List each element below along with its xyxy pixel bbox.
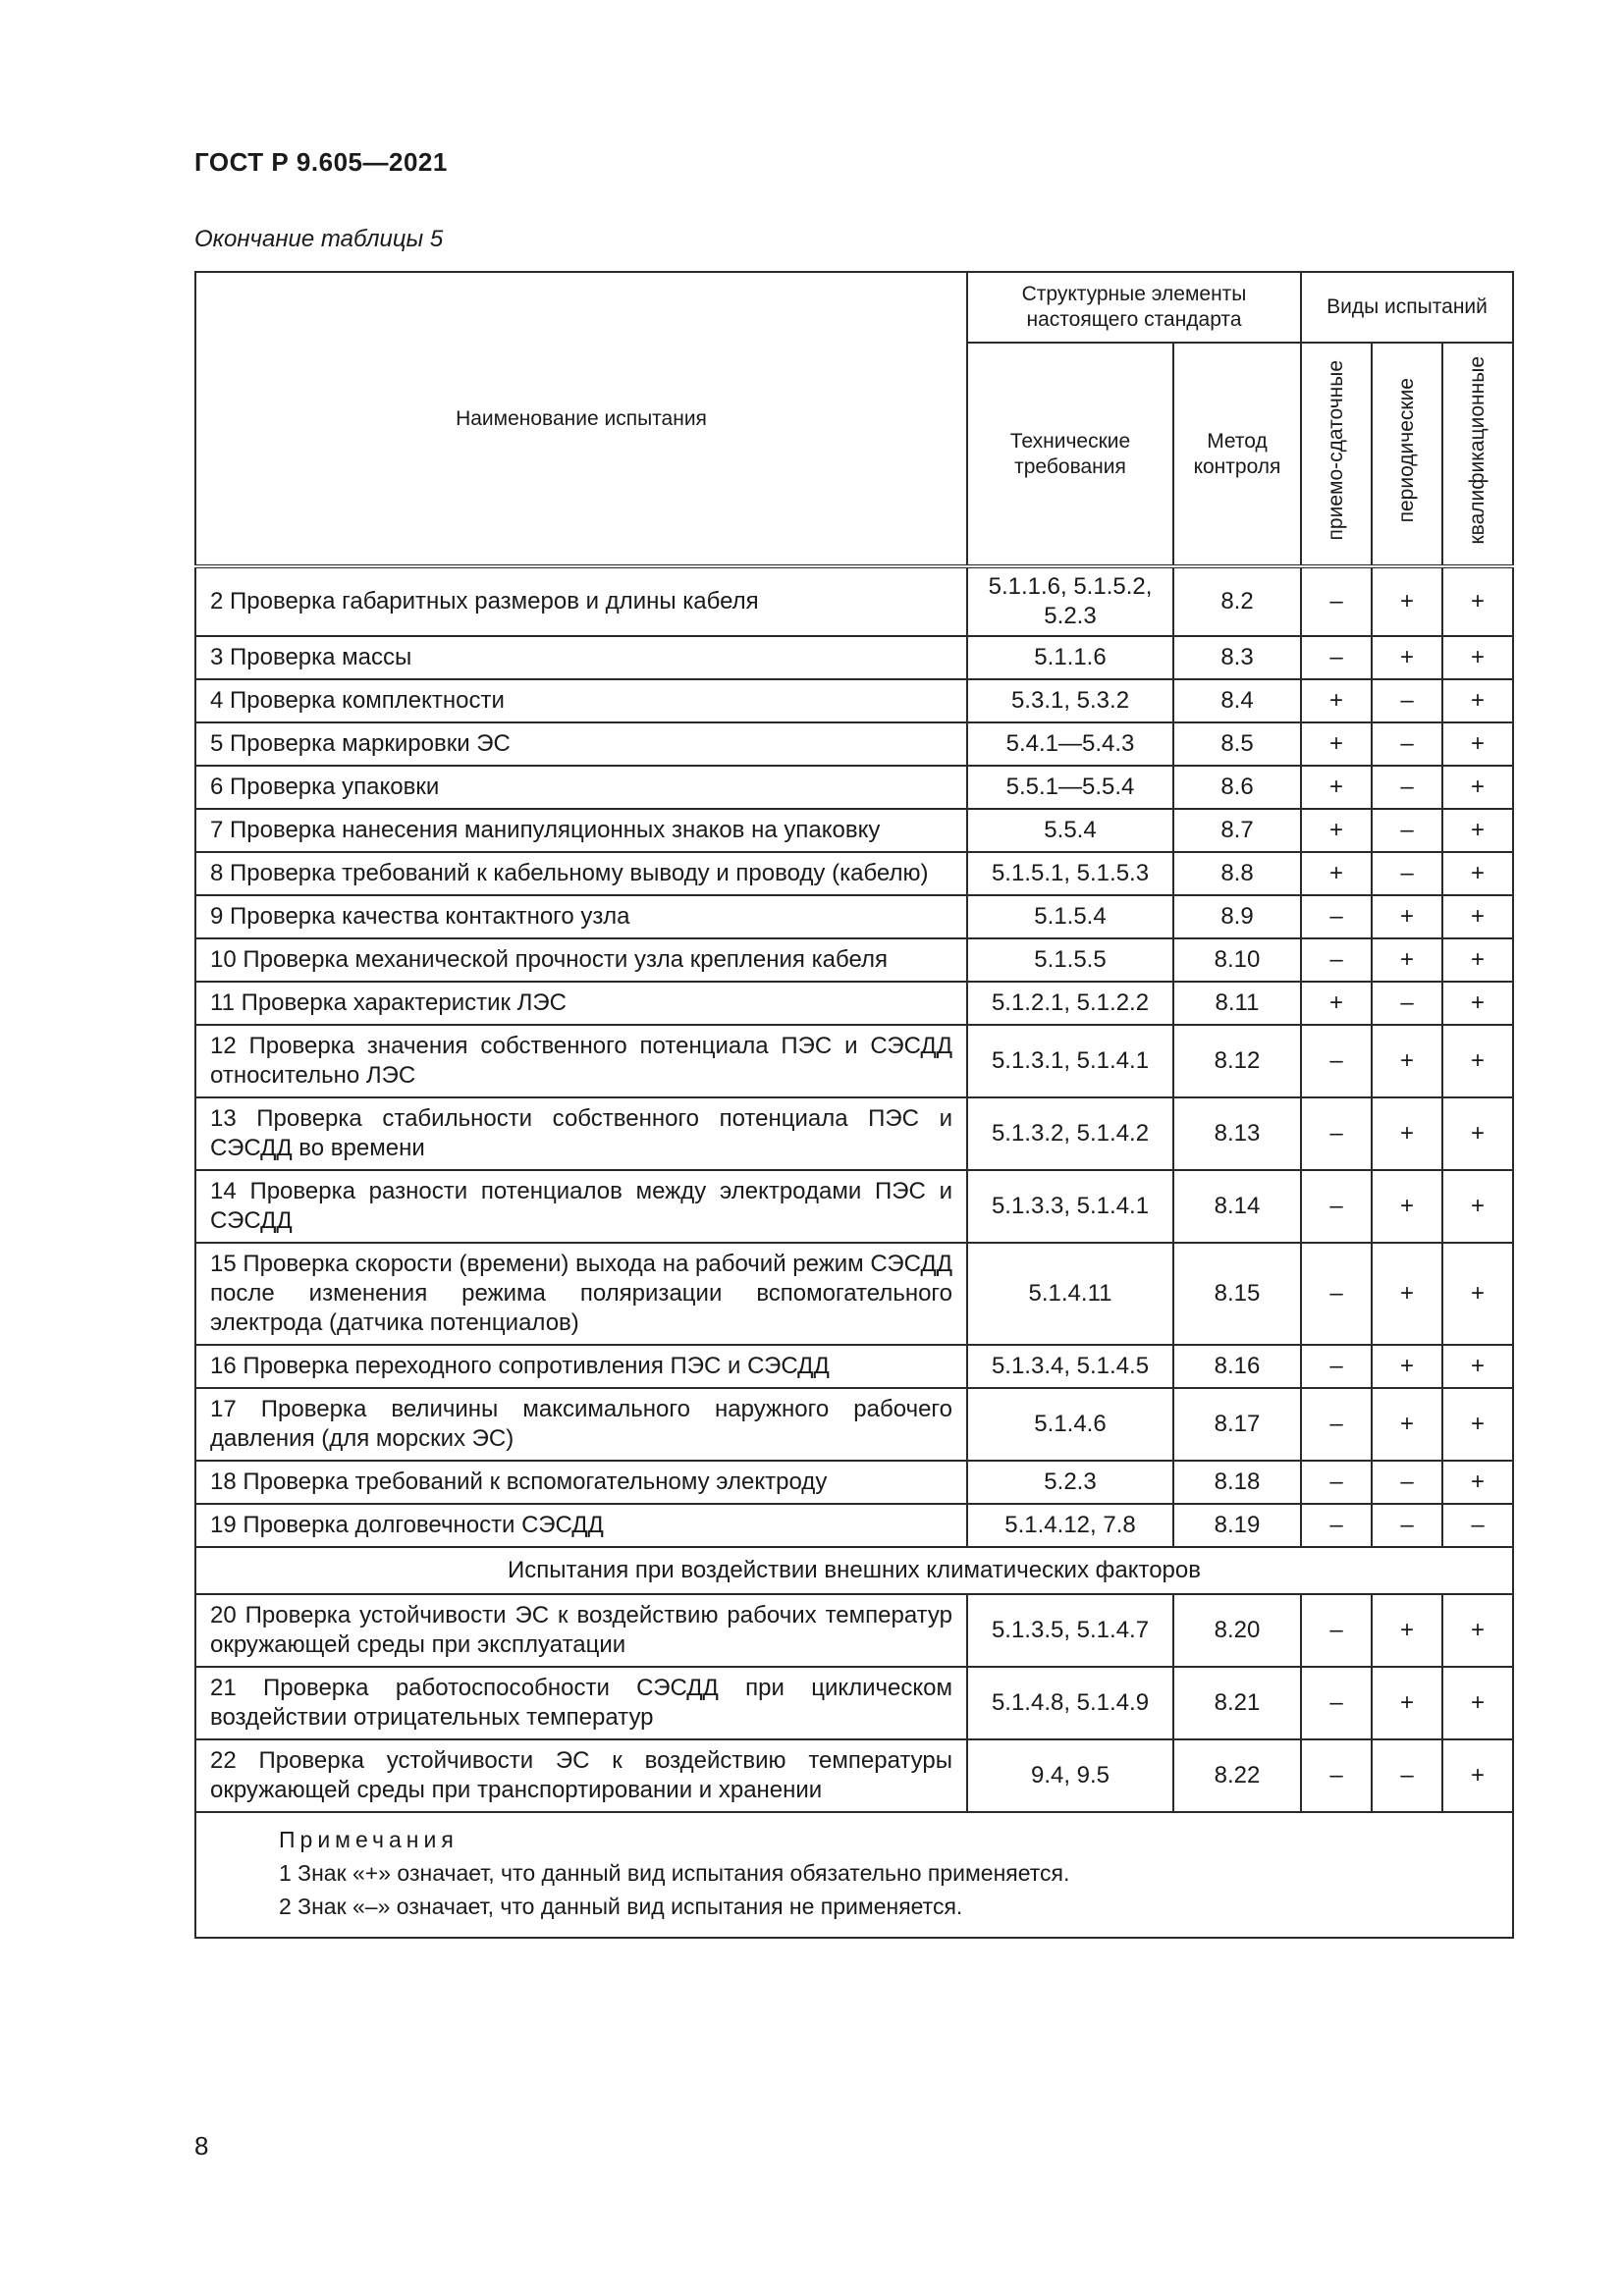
table-row — [195, 1461, 1513, 1504]
test-name-cell: 13 Проверка стабильности собственного потенциала ПЭС и СЭСДД во времени — [195, 1097, 967, 1170]
tech-req-cell: 5.1.3.2, 5.1.4.2 — [967, 1097, 1173, 1170]
method-cell: 8.13 — [1173, 1097, 1301, 1170]
acceptance-mark: – — [1301, 636, 1372, 679]
header-qualification-label: квалификационные — [1466, 356, 1489, 545]
table-row — [195, 1025, 1513, 1097]
acceptance-mark: – — [1301, 1504, 1372, 1547]
periodic-mark: + — [1372, 636, 1442, 679]
test-name-cell: 15 Проверка скорости (времени) выхода на рабочий режим СЭСДД после изменения режима поляризации вспомогательного электрода (датчика потенциалов) — [195, 1243, 967, 1345]
periodic-mark: – — [1372, 1504, 1442, 1547]
periodic-mark: + — [1372, 895, 1442, 938]
method-cell: 8.11 — [1173, 982, 1301, 1025]
acceptance-mark: + — [1301, 809, 1372, 852]
method-cell: 8.6 — [1173, 766, 1301, 809]
method-cell: 8.5 — [1173, 722, 1301, 766]
test-name-cell: 3 Проверка массы — [195, 636, 967, 679]
acceptance-mark: – — [1301, 1739, 1372, 1812]
table-row — [195, 1170, 1513, 1243]
table-row — [195, 1243, 1513, 1345]
test-name-cell: 16 Проверка переходного сопротивления ПЭС и СЭСДД — [195, 1345, 967, 1388]
header-acceptance — [1301, 343, 1372, 566]
qualification-mark: + — [1442, 938, 1513, 982]
test-name-cell: 19 Проверка долговечности СЭСДД — [195, 1504, 967, 1547]
method-cell: 8.2 — [1173, 566, 1301, 636]
method-cell: 8.21 — [1173, 1667, 1301, 1739]
periodic-mark: + — [1372, 1345, 1442, 1388]
test-name-cell: 21 Проверка работоспособности СЭСДД при циклическом воздействии отрицательных температур — [195, 1667, 967, 1739]
tech-req-cell: 5.5.4 — [967, 809, 1173, 852]
test-name-cell: 2 Проверка габаритных размеров и длины кабеля — [195, 566, 967, 636]
header-structural-elements: Структурные элементы настоящего стандарта — [967, 272, 1301, 343]
tech-req-cell: 5.1.4.12, 7.8 — [967, 1504, 1173, 1547]
method-cell: 8.18 — [1173, 1461, 1301, 1504]
table-section — [195, 1547, 1513, 1594]
acceptance-mark: – — [1301, 1025, 1372, 1097]
method-cell: 8.20 — [1173, 1594, 1301, 1667]
header-test-name: Наименование испытания — [195, 272, 967, 566]
note-item: 1 Знак «+» означает, что данный вид испытания обязательно применяется. — [279, 1860, 1070, 1886]
test-name-cell: 18 Проверка требований к вспомогательному электроду — [195, 1461, 967, 1504]
method-cell: 8.8 — [1173, 852, 1301, 895]
table-row — [195, 766, 1513, 809]
tech-req-cell: 5.1.3.4, 5.1.4.5 — [967, 1345, 1173, 1388]
qualification-mark: + — [1442, 809, 1513, 852]
header-qualification — [1442, 343, 1513, 566]
tech-req-cell: 5.1.5.1, 5.1.5.3 — [967, 852, 1173, 895]
tech-req-cell: 5.1.5.5 — [967, 938, 1173, 982]
qualification-mark: + — [1442, 1025, 1513, 1097]
periodic-mark: + — [1372, 1097, 1442, 1170]
tech-req-cell: 5.1.2.1, 5.1.2.2 — [967, 982, 1173, 1025]
periodic-mark: + — [1372, 1388, 1442, 1461]
method-cell: 8.14 — [1173, 1170, 1301, 1243]
header-tech-requirements: Технические требования — [967, 343, 1173, 566]
notes-cell — [195, 1812, 1513, 1938]
table-row — [195, 722, 1513, 766]
header-periodic — [1372, 343, 1442, 566]
table-row — [195, 566, 1513, 636]
test-name-cell: 5 Проверка маркировки ЭС — [195, 722, 967, 766]
periodic-mark: + — [1372, 1243, 1442, 1345]
method-cell: 8.12 — [1173, 1025, 1301, 1097]
table-row — [195, 1739, 1513, 1812]
qualification-mark: + — [1442, 852, 1513, 895]
table-body-climatic — [195, 1594, 1513, 1812]
method-cell: 8.4 — [1173, 679, 1301, 722]
method-cell: 8.7 — [1173, 809, 1301, 852]
header-acceptance-label: приемо-сдаточные — [1325, 360, 1347, 541]
acceptance-mark: – — [1301, 1388, 1372, 1461]
note-item: 2 Знак «–» означает, что данный вид испытания не применяется. — [279, 1894, 963, 1919]
periodic-mark: – — [1372, 722, 1442, 766]
acceptance-mark: – — [1301, 1170, 1372, 1243]
notes-title: Примечания — [279, 1827, 459, 1852]
test-table-container — [194, 271, 1512, 1939]
acceptance-mark: + — [1301, 679, 1372, 722]
tech-req-cell: 5.1.4.11 — [967, 1243, 1173, 1345]
test-name-cell: 4 Проверка комплектности — [195, 679, 967, 722]
test-table — [194, 271, 1514, 1939]
qualification-mark: + — [1442, 1388, 1513, 1461]
periodic-mark: – — [1372, 679, 1442, 722]
qualification-mark: + — [1442, 1594, 1513, 1667]
table-row — [195, 1097, 1513, 1170]
tech-req-cell: 5.2.3 — [967, 1461, 1173, 1504]
acceptance-mark: + — [1301, 722, 1372, 766]
test-name-cell: 11 Проверка характеристик ЛЭС — [195, 982, 967, 1025]
table-notes — [195, 1812, 1513, 1938]
qualification-mark: + — [1442, 1243, 1513, 1345]
page-number: 8 — [194, 2131, 209, 2161]
table-row — [195, 679, 1513, 722]
test-name-cell: 20 Проверка устойчивости ЭС к воздействию рабочих температур окружающей среды при эксплуатации — [195, 1594, 967, 1667]
method-cell: 8.22 — [1173, 1739, 1301, 1812]
qualification-mark: + — [1442, 766, 1513, 809]
test-name-cell: 8 Проверка требований к кабельному выводу и проводу (кабелю) — [195, 852, 967, 895]
table-row — [195, 982, 1513, 1025]
table-body-main — [195, 566, 1513, 1547]
method-cell: 8.3 — [1173, 636, 1301, 679]
tech-req-cell: 5.1.3.5, 5.1.4.7 — [967, 1594, 1173, 1667]
table-row — [195, 1345, 1513, 1388]
table-row — [195, 852, 1513, 895]
qualification-mark: – — [1442, 1504, 1513, 1547]
tech-req-cell: 5.1.3.3, 5.1.4.1 — [967, 1170, 1173, 1243]
acceptance-mark: – — [1301, 1461, 1372, 1504]
header-test-types: Виды испытаний — [1301, 272, 1513, 343]
periodic-mark: + — [1372, 1594, 1442, 1667]
qualification-mark: + — [1442, 1170, 1513, 1243]
method-cell: 8.19 — [1173, 1504, 1301, 1547]
periodic-mark: – — [1372, 766, 1442, 809]
tech-req-cell: 5.1.4.6 — [967, 1388, 1173, 1461]
table-row — [195, 1667, 1513, 1739]
qualification-mark: + — [1442, 1097, 1513, 1170]
tech-req-cell: 5.1.3.1, 5.1.4.1 — [967, 1025, 1173, 1097]
method-cell: 8.15 — [1173, 1243, 1301, 1345]
tech-req-cell: 9.4, 9.5 — [967, 1739, 1173, 1812]
test-name-cell: 9 Проверка качества контактного узла — [195, 895, 967, 938]
acceptance-mark: – — [1301, 1594, 1372, 1667]
qualification-mark: + — [1442, 895, 1513, 938]
qualification-mark: + — [1442, 679, 1513, 722]
tech-req-cell: 5.1.1.6 — [967, 636, 1173, 679]
tech-req-cell: 5.1.5.4 — [967, 895, 1173, 938]
acceptance-mark: + — [1301, 852, 1372, 895]
test-name-cell: 17 Проверка величины максимального наружного рабочего давления (для морских ЭС) — [195, 1388, 967, 1461]
acceptance-mark: – — [1301, 1097, 1372, 1170]
header-periodic-label: периодические — [1395, 378, 1418, 523]
document-title: ГОСТ Р 9.605—2021 — [194, 147, 448, 177]
table-row — [195, 636, 1513, 679]
method-cell: 8.16 — [1173, 1345, 1301, 1388]
periodic-mark: + — [1372, 566, 1442, 636]
table-row — [195, 809, 1513, 852]
acceptance-mark: – — [1301, 1243, 1372, 1345]
acceptance-mark: – — [1301, 1345, 1372, 1388]
table-row — [195, 938, 1513, 982]
test-name-cell: 14 Проверка разности потенциалов между электродами ПЭС и СЭСДД — [195, 1170, 967, 1243]
tech-req-cell: 5.1.1.6, 5.1.5.2, 5.2.3 — [967, 566, 1173, 636]
test-name-cell: 10 Проверка механической прочности узла крепления кабеля — [195, 938, 967, 982]
qualification-mark: + — [1442, 982, 1513, 1025]
qualification-mark: + — [1442, 1461, 1513, 1504]
periodic-mark: – — [1372, 1739, 1442, 1812]
header-control-method: Метод контроля — [1173, 343, 1301, 566]
table-row — [195, 1388, 1513, 1461]
periodic-mark: + — [1372, 938, 1442, 982]
periodic-mark: – — [1372, 809, 1442, 852]
qualification-mark: + — [1442, 1739, 1513, 1812]
section-title: Испытания при воздействии внешних климатических факторов — [195, 1547, 1513, 1594]
periodic-mark: + — [1372, 1025, 1442, 1097]
tech-req-cell: 5.1.4.8, 5.1.4.9 — [967, 1667, 1173, 1739]
table-caption: Окончание таблицы 5 — [194, 226, 444, 252]
qualification-mark: + — [1442, 566, 1513, 636]
method-cell: 8.17 — [1173, 1388, 1301, 1461]
table-row — [195, 1504, 1513, 1547]
acceptance-mark: – — [1301, 895, 1372, 938]
periodic-mark: – — [1372, 1461, 1442, 1504]
acceptance-mark: – — [1301, 938, 1372, 982]
test-name-cell: 12 Проверка значения собственного потенциала ПЭС и СЭСДД относительно ЛЭС — [195, 1025, 967, 1097]
qualification-mark: + — [1442, 636, 1513, 679]
acceptance-mark: – — [1301, 566, 1372, 636]
test-name-cell: 22 Проверка устойчивости ЭС к воздействию температуры окружающей среды при транспортировании и хранении — [195, 1739, 967, 1812]
acceptance-mark: – — [1301, 1667, 1372, 1739]
acceptance-mark: + — [1301, 982, 1372, 1025]
periodic-mark: + — [1372, 1667, 1442, 1739]
tech-req-cell: 5.3.1, 5.3.2 — [967, 679, 1173, 722]
method-cell: 8.10 — [1173, 938, 1301, 982]
table-row — [195, 1594, 1513, 1667]
method-cell: 8.9 — [1173, 895, 1301, 938]
periodic-mark: – — [1372, 982, 1442, 1025]
qualification-mark: + — [1442, 722, 1513, 766]
table-row — [195, 895, 1513, 938]
test-name-cell: 7 Проверка нанесения манипуляционных знаков на упаковку — [195, 809, 967, 852]
test-name-cell: 6 Проверка упаковки — [195, 766, 967, 809]
qualification-mark: + — [1442, 1667, 1513, 1739]
periodic-mark: + — [1372, 1170, 1442, 1243]
tech-req-cell: 5.4.1—5.4.3 — [967, 722, 1173, 766]
tech-req-cell: 5.5.1—5.5.4 — [967, 766, 1173, 809]
acceptance-mark: + — [1301, 766, 1372, 809]
periodic-mark: – — [1372, 852, 1442, 895]
qualification-mark: + — [1442, 1345, 1513, 1388]
